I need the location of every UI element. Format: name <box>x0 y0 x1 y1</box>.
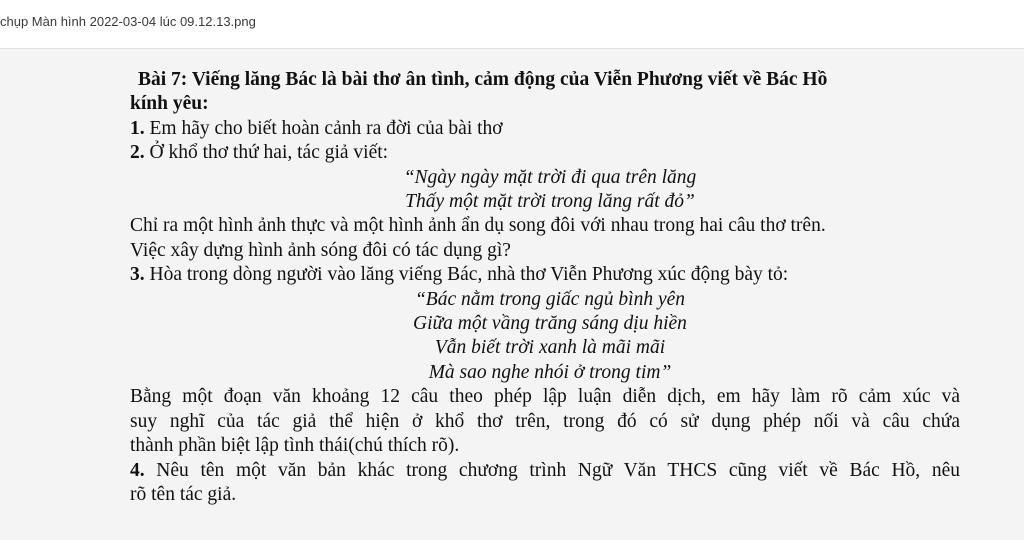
question-2-number: 2. <box>130 142 145 164</box>
question-4-text-line-2: rõ tên tác giả. <box>130 483 237 505</box>
question-1-text: Em hãy cho biết hoàn cảnh ra đời của bài thơ <box>144 117 503 139</box>
question-1 <box>130 117 960 141</box>
question-4-text-line-1: Nêu tên một văn bản khác trong chương trình Ngữ Văn THCS cũng viết về Bác Hồ, nêu <box>144 459 960 481</box>
exercise-title-line-2: kính yêu: <box>130 93 209 115</box>
question-3-body-line-1: Bằng một đoạn văn khoảng 12 câu theo phép lập luận diễn dịch, em hãy làm rõ cảm xúc và <box>130 386 960 408</box>
verse-1-line-1: “Ngày ngày mặt trời đi qua trên lăng <box>403 166 697 188</box>
verse-2-line-2: Giữa một vầng trăng sáng dịu hiền <box>413 313 687 335</box>
document-page <box>0 49 1024 540</box>
window-filename: chụp Màn hình 2022-03-04 lúc 09.12.13.png <box>0 14 256 29</box>
question-3-text: Hòa trong dòng người vào lăng viếng Bác, nhà thơ Viễn Phương xúc động bày tỏ: <box>144 264 789 286</box>
verse-2-line-3: Vẫn biết trời xanh là mãi mãi <box>434 337 666 359</box>
window-titlebar <box>0 0 1024 49</box>
question-3 <box>130 263 960 287</box>
question-4-number: 4. <box>130 459 145 481</box>
verse-1-line-2: Thấy một mặt trời trong lăng rất đỏ” <box>405 191 695 213</box>
question-2 <box>130 141 960 165</box>
exercise-title-line-1: Bài 7: Viếng lăng Bác là bài thơ ân tình, cảm động của Viễn Phương viết về Bác Hồ <box>138 69 828 90</box>
verse-2-line-1: “Bác nằm trong giấc ngủ bình yên <box>414 288 686 310</box>
question-2-text: Ở khổ thơ thứ hai, tác giả viết: <box>144 142 389 164</box>
question-3-number: 3. <box>130 264 145 286</box>
verse-2-line-4: Mà sao nghe nhói ở trong tim” <box>428 361 672 383</box>
question-2-body-line-2: Việc xây dựng hình ảnh sóng đôi có tác dụng gì? <box>130 239 511 261</box>
question-2-body-line-1: Chỉ ra một hình ảnh thực và một hình ảnh ẩn dụ song đôi với nhau trong hai câu thơ trên. <box>130 215 826 237</box>
question-1-number: 1. <box>130 117 145 139</box>
document-body <box>130 68 960 507</box>
question-3-body-line-3: thành phần biệt lập tình thái(chú thích rõ). <box>130 435 460 457</box>
question-3-body-line-2: suy nghĩ của tác giả thể hiện ở khổ thơ trên, trong đó có sử dụng phép nối và câu chứa <box>130 410 960 432</box>
question-4 <box>130 459 960 483</box>
